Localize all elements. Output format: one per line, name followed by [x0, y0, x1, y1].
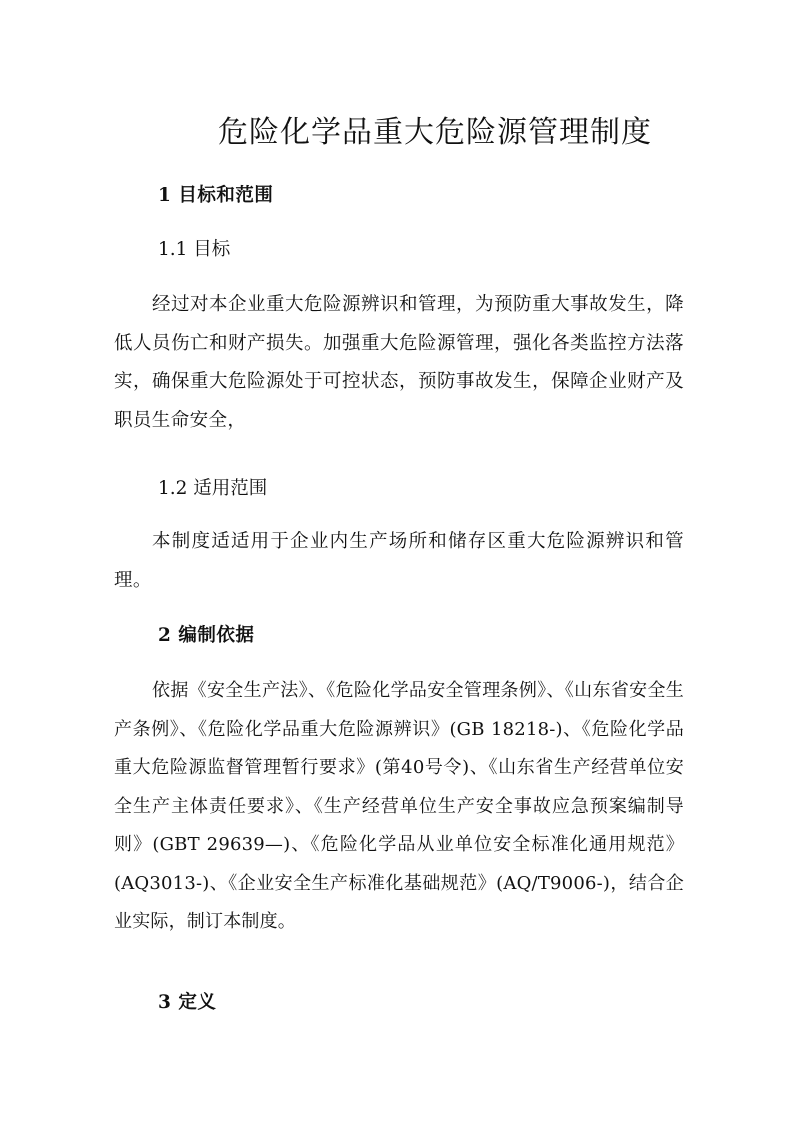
section-1-heading: 1 目标和范围: [158, 185, 274, 206]
section-1-1-paragraph: 经过对本企业重大危险源辨识和管理，为预防重大事故发生，降低人员伤亡和财产损失。加强重大危险源管理，强化各类监控方法落实，确保重大危险源处于可控状态，预防事故发生，保障企业财产及职员生命安全，: [114, 294, 684, 431]
section-1-2-heading: 1.2 适用范围: [158, 478, 268, 499]
document-title: 危险化学品重大危险源管理制度: [218, 115, 652, 150]
section-2-paragraph: 依据《安全生产法》、《危险化学品安全管理条例》、《山东省安全生产条例》、《危险化学品重大危险源辨识》(GB 18218-)、《危险化学品重大危险源监督管理暂行要求》(第40号令)、《山东省生产经营单位安全生产主体责任要求》、《生产经营单位生产安全事故应急预案编制导则》(GBT 29639—)、《危险化学品从业单位安全标准化通用规范》(AQ3013-)、《企业安全生产标准化基础规范》(AQ/T9006-)，结合企业实际，制订本制度。: [114, 680, 684, 932]
section-2-heading: 2 编制依据: [158, 625, 255, 646]
section-3-heading: 3 定义: [158, 992, 217, 1013]
section-1-2-paragraph: 本制度适适用于企业内生产场所和储存区重大危险源辨识和管理。: [114, 531, 684, 591]
section-1-1-heading: 1.1 目标: [158, 239, 231, 260]
